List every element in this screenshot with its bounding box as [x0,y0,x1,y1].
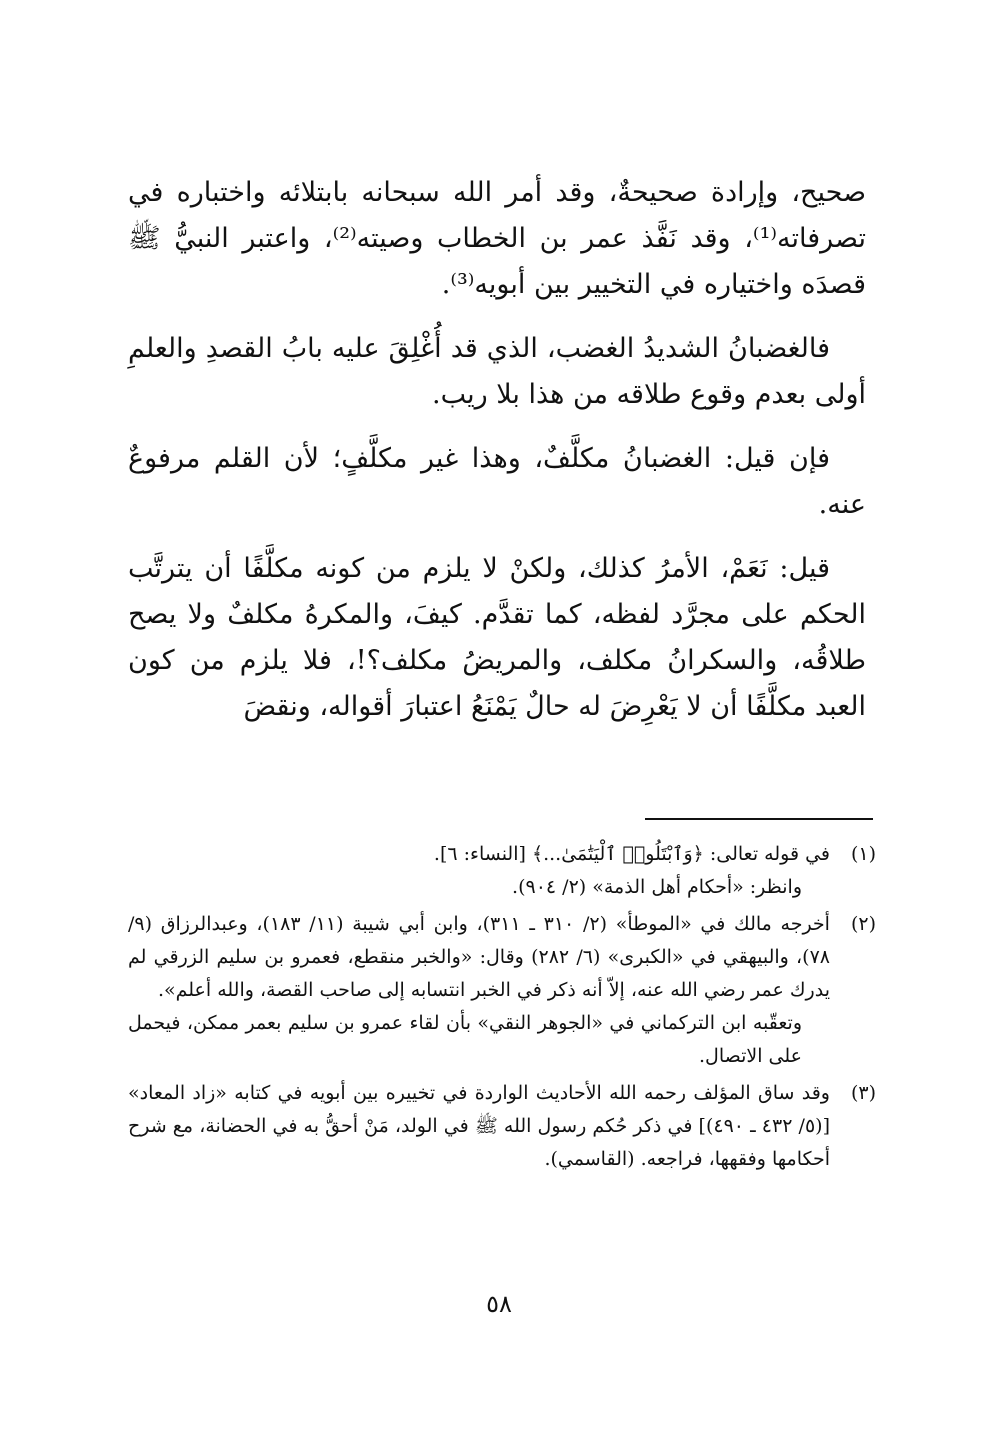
footnote-number: (٣) [850,1082,876,1104]
footnote-line: وانظر: «أحكام أهل الذمة» (٢/ ٩٠٤). [512,876,802,898]
footnote-number: (٢) [850,913,876,935]
footnote-line: أخرجه مالك في «الموطأ» (٢/ ٣١٠ ـ ٣١١)، وابن أبي شيبة (١١/ ١٨٣)، وعبدالرزاق (٩/ ٧٨)، والبيهقي في «الكبرى» (٦/ ٢٨٢) وقال: «والخبر منقطع، فعمرو بن سليم الزرقي لم يدرك عمر رضي الله عنه، إلاّ أنه ذكر في الخبر انتسابه إلى صاحب القصة، والله أعلم». [128,913,830,1001]
footnotes [128,838,876,1180]
paragraph-2: فالغضبانُ الشديدُ الغضب، الذي قد أُغْلِقَ عليه بابُ القصدِ والعلمِ أولى بعدم وقوع طلاقه من هذا بلا ريب. [128,333,866,410]
main-text-body [128,170,866,748]
footnote-2 [128,908,876,1073]
paragraph-4: قيل: نَعَمْ، الأمرُ كذلك، ولكنْ لا يلزم من كونه مكلَّفًا أن يترتَّب الحكم على مجرَّد لفظه، كما تقدَّم. كيفَ، والمكرهُ مكلفٌ ولا يصح طلاقُه، والسكرانُ مكلف، والمريضُ مكلف؟!، فلا يلزم من كون العبد مكلَّفًا أن لا يَعْرِضَ له حالٌ يَمْنَعُ اعتبارَ أقواله، ونقضَ [128,553,866,722]
footnote-1 [128,838,876,904]
paragraph-1: صحيح، وإرادة صحيحةٌ، وقد أمر الله سبحانه بابتلائه واختباره في تصرفاته⁽¹⁾، وقد نَفَّذ عمر بن الخطاب وصيته⁽²⁾، واعتبر النبيُّ ﷺ قصدَه واختياره في التخيير بين أبويه⁽³⁾. [128,177,866,300]
footnote-body [128,1077,830,1176]
footnote-line: وتعقّبه ابن التركماني في «الجوهر النقي» بأن لقاء عمرو بن سليم بعمر ممكن، فيحمل على الاتصال. [128,1012,802,1067]
footnote-3 [128,1077,876,1176]
footnote-divider [645,818,873,820]
footnote-number: (١) [850,843,876,865]
paragraph-3: فإن قيل: الغضبانُ مكلَّفٌ، وهذا غير مكلَّفٍ؛ لأن القلم مرفوعٌ عنه. [128,443,866,520]
page-number: ٥٨ [486,1290,512,1318]
footnote-body [128,838,830,904]
footnote-body [128,908,830,1073]
footnote-line: وقد ساق المؤلف رحمه الله الأحاديث الواردة في تخييره بين أبويه في كتابه «زاد المعاد» [(٥/ ٤٣٢ ـ ٤٩٠)] في ذكر حُكم رسول الله ﷺ في الولد، مَنْ أحقُّ به في الحضانة، مع شرح أحكامها وفقهها، فراجعه. (القاسمي). [128,1082,830,1170]
footnote-line: في قوله تعالى: ﴿وَٱبْتَلُوا۟ ٱلْيَتَٰمَىٰ...﴾ [النساء: ٦]. [433,843,830,865]
